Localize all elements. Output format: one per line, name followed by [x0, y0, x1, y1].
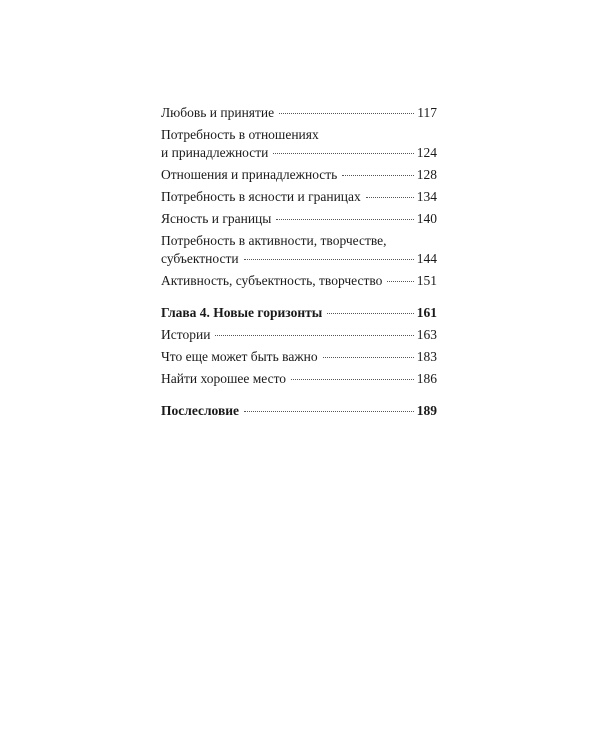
- toc-page-number: 128: [416, 167, 437, 182]
- toc-page-number: 163: [416, 327, 437, 342]
- toc-entry-title: Что еще может быть важно: [161, 349, 318, 364]
- section-gap: [161, 392, 437, 402]
- table-of-contents: [161, 104, 437, 424]
- toc-entry-need-activity: [161, 232, 437, 268]
- toc-entry-need-relationships: [161, 126, 437, 162]
- toc-entry-title-line2: субъектности: [161, 251, 239, 266]
- toc-entry-title: Активность, субъектность, творчество: [161, 273, 383, 288]
- toc-entry-stories: [161, 326, 437, 344]
- toc-entry-love-acceptance: [161, 104, 437, 122]
- toc-entry-title: Истории: [161, 327, 211, 342]
- dot-leader: [342, 175, 413, 176]
- toc-afterword: [161, 402, 437, 420]
- toc-entry-what-else-matters: [161, 348, 437, 366]
- dot-leader: [366, 197, 414, 198]
- toc-entry-title: Отношения и принадлежность: [161, 167, 338, 182]
- section-gap: [161, 294, 437, 304]
- dot-leader: [244, 259, 414, 260]
- toc-page-number: 186: [416, 371, 437, 386]
- toc-page-number: 151: [416, 273, 437, 288]
- toc-entry-good-place: [161, 370, 437, 388]
- toc-entry-clarity-boundaries: [161, 210, 437, 228]
- dot-leader: [276, 219, 413, 220]
- toc-entry-title: Любовь и принятие: [161, 105, 275, 120]
- toc-entry-relationships-belonging: [161, 166, 437, 184]
- toc-entry-title: Найти хорошее место: [161, 371, 287, 386]
- toc-entry-title-line1: Потребность в активности, творчестве,: [161, 233, 387, 248]
- toc-page-number: 140: [416, 211, 437, 226]
- toc-page-number: 189: [416, 403, 437, 418]
- toc-entry-title-line2: и принадлежности: [161, 145, 269, 160]
- toc-entry-need-clarity: [161, 188, 437, 206]
- toc-page-number: 144: [416, 251, 437, 266]
- dot-leader: [273, 153, 413, 154]
- toc-afterword-title: Послесловие: [161, 403, 240, 418]
- dot-leader: [323, 357, 414, 358]
- toc-entry-title: Потребность в ясности и границах: [161, 189, 361, 204]
- toc-chapter-4: [161, 304, 437, 322]
- dot-leader: [279, 113, 414, 114]
- dot-leader: [244, 411, 414, 412]
- toc-page-number: 134: [416, 189, 437, 204]
- toc-entry-title: Ясность и границы: [161, 211, 272, 226]
- toc-page-number: 124: [416, 145, 437, 160]
- dot-leader: [291, 379, 414, 380]
- dot-leader: [215, 335, 413, 336]
- dot-leader: [327, 313, 413, 314]
- toc-page-number: 161: [416, 305, 437, 320]
- toc-chapter-title: Глава 4. Новые горизонты: [161, 305, 323, 320]
- toc-page-number: 117: [417, 105, 437, 120]
- toc-entry-title-line1: Потребность в отношениях: [161, 127, 319, 142]
- toc-page-number: 183: [416, 349, 437, 364]
- toc-entry-activity-creativity: [161, 272, 437, 290]
- dot-leader: [387, 281, 413, 282]
